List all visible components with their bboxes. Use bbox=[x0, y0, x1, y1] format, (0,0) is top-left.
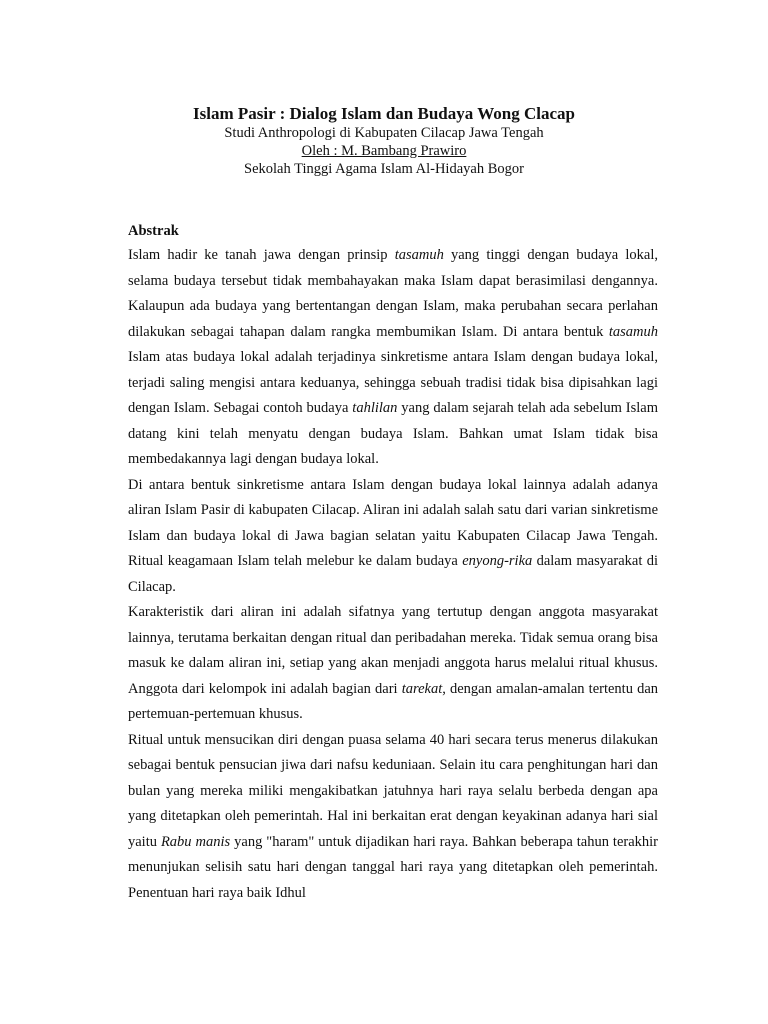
italic-term: enyong-rika bbox=[462, 553, 533, 569]
italic-term: Rabu manis bbox=[160, 833, 231, 850]
document-title: Islam Pasir : Dialog Islam dan Budaya Wong Clacap bbox=[193, 104, 575, 123]
paragraph-text: Islam atas budaya lokal adalah terjadinya sinkretisme antara Islam dengan budaya lokal, terjadi saling mengisi antara keduanya, sehingga sebuah tradisi tidak bisa dipisahkan lagi dengan Islam. Sebagai contoh budaya bbox=[128, 349, 658, 416]
abstract-paragraph-4 bbox=[128, 728, 658, 907]
document-header bbox=[0, 104, 768, 178]
paragraph-text: yang dalam sejarah telah ada sebelum Islam datang kini telah menyatu dengan budaya Islam. Bahkan umat Islam tidak bisa membedakannya lagi dengan budaya lokal. bbox=[128, 400, 659, 467]
paragraph-text: Ritual untuk mensucikan diri dengan puasa selama 40 hari secara terus menerus dilakukan sebagai bentuk pensucian jiwa dari nafsu keduniaan. Selain itu cara penghitungan hari dan bulan yang mereka miliki mengakibatkan jatuhnya hari raya selalu berbeda dengan apa yang ditetapkan oleh pemerintah. Hal ini berkaitan erat dengan keyakinan adanya hari sial yaitu bbox=[128, 731, 658, 850]
paragraph-text: yang tinggi dengan budaya lokal, selama budaya tersebut tidak membahayakan maka Islam dapat berasimilasi dengannya. Kalaupun ada budaya yang bertentangan dengan Islam, maka perubahan secara perlahan dilakukan sebagai tahapan dalam rangka membumikan Islam. Di antara bentuk bbox=[128, 247, 658, 340]
paragraph-text: Di antara bentuk sinkretisme antara Islam dengan budaya lokal lainnya adalah adanya aliran Islam Pasir di kabupaten Cilacap. Aliran ini adalah salah satu dari varian sinkretisme Islam dan budaya lokal di Jawa bagian selatan yaitu Kabupaten Cilacap Jawa Tengah. Ritual keagamaan Islam telah melebur ke dalam budaya bbox=[128, 476, 658, 569]
italic-term: tarekat bbox=[401, 680, 443, 697]
paragraph-text: , dengan amalan-amalan tertentu dan pertemuan-pertemuan khusus. bbox=[128, 680, 659, 722]
author-name: Oleh : M. Bambang Prawiro bbox=[301, 143, 467, 159]
paragraph-text: Karakteristik dari aliran ini adalah sifatnya yang tertutup dengan anggota masyarakat lainnya, terutama berkaitan dengan ritual dan peribadahan mereka. Tidak semua orang bisa masuk ke dalam aliran ini, setiap yang akan menjadi anggota harus melalui ritual khusus. Anggota dari kelompok ini adalah bagian dari bbox=[128, 604, 658, 697]
abstract-paragraph-2 bbox=[128, 473, 658, 601]
italic-term: tasamuh bbox=[394, 247, 444, 263]
abstract-heading: Abstrak bbox=[128, 223, 179, 239]
abstract-paragraph-1 bbox=[128, 243, 658, 473]
abstract-section bbox=[128, 221, 658, 906]
italic-term: tasamuh bbox=[608, 323, 658, 340]
italic-term: tahlilan bbox=[352, 400, 398, 416]
institution-line: Sekolah Tinggi Agama Islam Al-Hidayah Bogor bbox=[244, 161, 524, 177]
document-subtitle: Studi Anthropologi di Kabupaten Cilacap Jawa Tengah bbox=[224, 125, 544, 141]
paragraph-text: yang "haram" untuk dijadikan hari raya. Bahkan beberapa tahun terakhir menunjukan selisih satu hari dengan tanggal hari raya yang ditetapkan oleh pemerintah. Penentuan hari raya baik Idhul bbox=[128, 833, 659, 901]
paragraph-text: Islam hadir ke tanah jawa dengan prinsip bbox=[128, 247, 395, 263]
paragraph-text: dalam masyarakat di Cilacap. bbox=[128, 553, 658, 595]
abstract-paragraph-3 bbox=[128, 600, 658, 728]
author-line bbox=[0, 142, 768, 160]
